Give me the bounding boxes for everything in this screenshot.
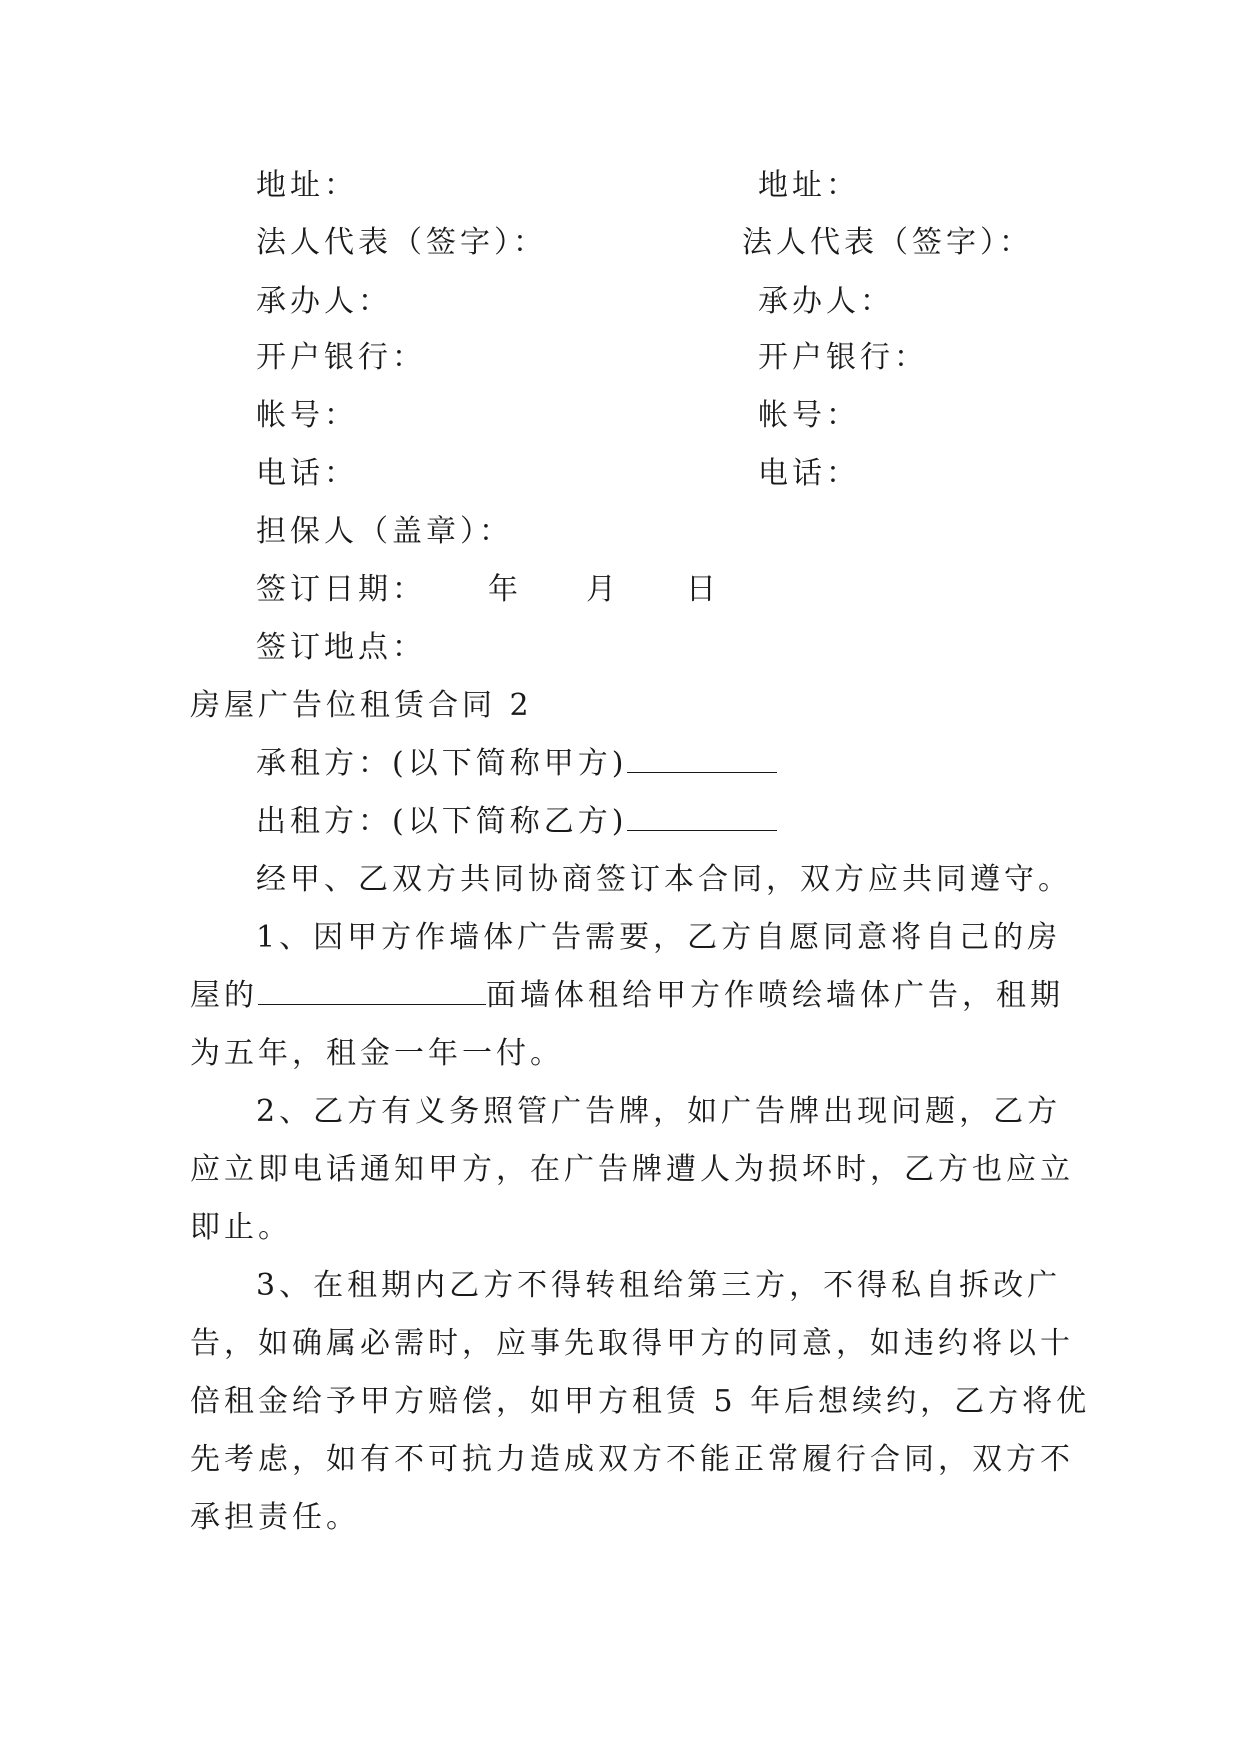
right-address: 地址： xyxy=(758,168,860,203)
left-legal-rep: 法人代表（签字）： xyxy=(256,225,547,260)
left-handler: 承办人： xyxy=(256,284,392,319)
sign-date-day: 日 xyxy=(686,572,720,607)
lessor-blank xyxy=(627,804,777,831)
sign-date-month: 月 xyxy=(586,572,620,607)
clause2-line2: 应立即电话通知甲方，在广告牌遭人为损坏时，乙方也应立 xyxy=(190,1152,1074,1187)
sign-date-label: 签订日期： xyxy=(256,572,426,607)
right-bank: 开户银行： xyxy=(758,340,928,375)
clause3-line1: 3、在租期内乙方不得转租给第三方，不得私自拆改广 xyxy=(256,1268,1062,1303)
contract-title: 房屋广告位租赁合同 2 xyxy=(190,688,533,723)
sign-date-row xyxy=(256,572,776,608)
lessor-row xyxy=(256,804,777,840)
right-account: 帐号： xyxy=(758,398,860,433)
left-phone: 电话： xyxy=(256,456,358,491)
left-address: 地址： xyxy=(256,168,358,203)
right-phone: 电话： xyxy=(758,456,860,491)
clause1-line1: 1、因甲方作墙体广告需要，乙方自愿同意将自己的房 xyxy=(256,920,1062,955)
clause1-line2-end: 面墙体租给甲方作喷绘墙体广告，租期 xyxy=(486,978,1064,1013)
sign-place: 签订地点： xyxy=(256,630,426,665)
clause3-line3: 倍租金给予甲方赔偿，如甲方租赁 5 年后想续约，乙方将优 xyxy=(190,1384,1091,1419)
clause1-line2 xyxy=(190,978,1064,1014)
right-handler: 承办人： xyxy=(758,284,894,319)
sign-date-year: 年 xyxy=(488,572,522,607)
clause1-wall-blank xyxy=(258,978,486,1005)
lessee-label: 承租方：(以下简称甲方) xyxy=(256,746,628,781)
lessor-label: 出租方：(以下简称乙方) xyxy=(256,804,628,839)
lessee-blank xyxy=(627,746,777,773)
clause3-line5: 承担责任。 xyxy=(190,1500,360,1535)
lessee-row xyxy=(256,746,777,782)
guarantor: 担保人（盖章）： xyxy=(256,514,513,549)
left-bank: 开户银行： xyxy=(256,340,426,375)
preamble: 经甲、乙双方共同协商签订本合同，双方应共同遵守。 xyxy=(256,862,1072,897)
clause3-line2: 告，如确属必需时，应事先取得甲方的同意，如违约将以十 xyxy=(190,1326,1074,1361)
clause3-line4: 先考虑，如有不可抗力造成双方不能正常履行合同，双方不 xyxy=(190,1442,1074,1477)
clause2-line3: 即止。 xyxy=(190,1210,292,1245)
clause1-line3: 为五年，租金一年一付。 xyxy=(190,1036,564,1071)
clause2-line1: 2、乙方有义务照管广告牌，如广告牌出现问题，乙方 xyxy=(256,1094,1062,1129)
clause1-line2-start: 屋的 xyxy=(190,978,258,1013)
left-account: 帐号： xyxy=(256,398,358,433)
right-legal-rep: 法人代表（签字）： xyxy=(742,225,1033,260)
